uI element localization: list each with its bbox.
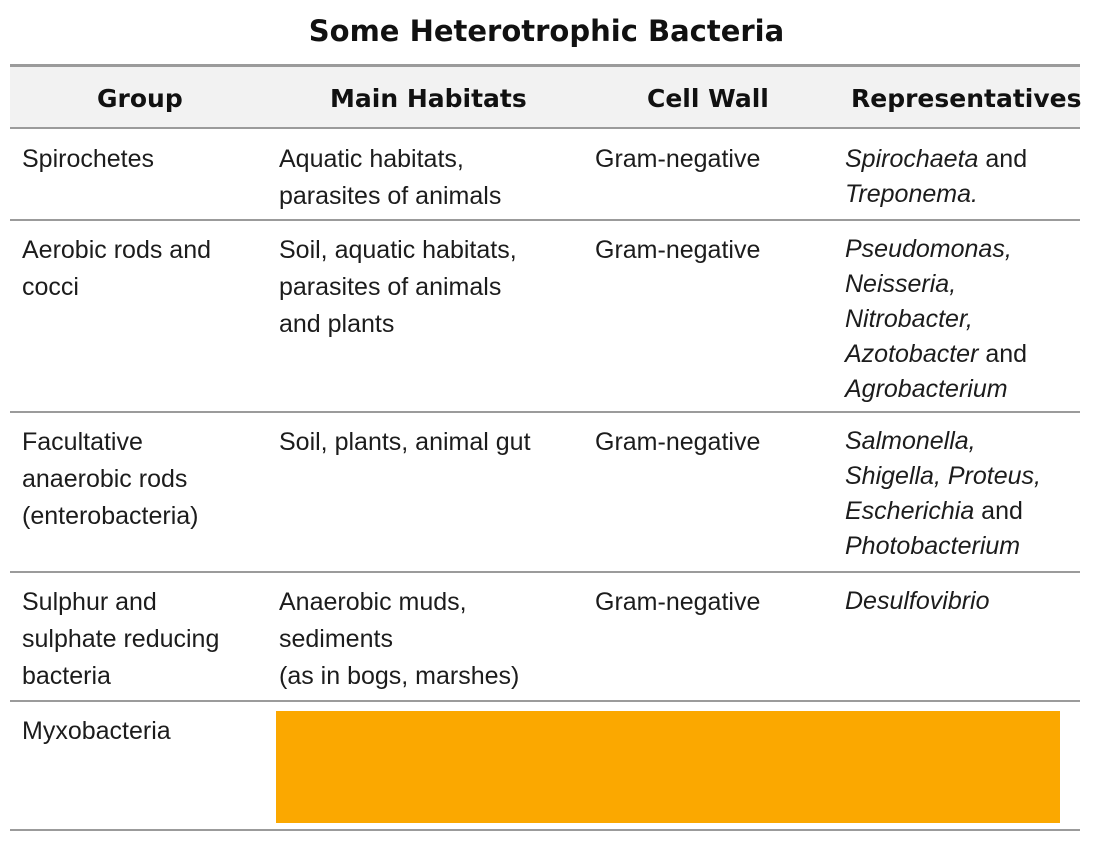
- group-cell: [22, 584, 219, 695]
- header-rule: [10, 127, 1080, 129]
- representatives-cell: [845, 424, 1041, 564]
- row-rule: [10, 411, 1080, 413]
- row-rule: [10, 829, 1080, 831]
- representative-name: Agrobacterium: [845, 375, 1008, 403]
- group-cell: [22, 713, 171, 750]
- habitat-cell: [279, 141, 501, 215]
- representative-line: [845, 177, 1027, 212]
- header-group: Group: [97, 84, 183, 113]
- representative-line: [845, 459, 1041, 494]
- representative-line: [845, 529, 1041, 564]
- representative-line: [845, 267, 1027, 302]
- redaction-block: [276, 711, 1060, 823]
- habitat-cell: [279, 584, 519, 695]
- table-title: Some Heterotrophic Bacteria: [308, 14, 785, 48]
- habitat-line: Soil, plants, animal gut: [279, 428, 531, 456]
- habitat-cell: [279, 424, 531, 461]
- group-cell: [22, 141, 154, 178]
- representative-name: Neisseria,: [845, 270, 957, 298]
- representative-name: Spirochaeta: [845, 145, 979, 173]
- group-line: (enterobacteria): [22, 502, 199, 530]
- habitat-line: parasites of animals: [279, 273, 502, 301]
- representative-name: Photobacterium: [845, 532, 1021, 560]
- representatives-cell: [845, 584, 990, 619]
- header-cell-wall: Cell Wall: [647, 84, 769, 113]
- group-line: cocci: [22, 273, 79, 301]
- representative-line: [845, 142, 1027, 177]
- habitat-line: Anaerobic muds,: [279, 588, 467, 616]
- representative-name: Treponema.: [845, 180, 978, 208]
- group-line: anaerobic rods: [22, 465, 188, 493]
- representative-connector: and: [978, 340, 1028, 368]
- representative-line: [845, 494, 1041, 529]
- representatives-cell: [845, 232, 1027, 407]
- representative-line: [845, 232, 1027, 267]
- header-main-habitats: Main Habitats: [330, 84, 527, 113]
- representative-name: Desulfovibrio: [845, 587, 990, 615]
- representative-connector: and: [974, 497, 1023, 525]
- group-line: sulphate reducing: [22, 625, 220, 653]
- representative-connector: and: [978, 145, 1028, 173]
- cell-wall-cell: Gram-negative: [595, 588, 761, 616]
- habitat-line: Soil, aquatic habitats,: [279, 236, 517, 264]
- habitat-cell: [279, 232, 517, 343]
- representative-line: [845, 584, 990, 619]
- representative-name: Pseudomonas,: [845, 235, 1012, 263]
- representative-line: [845, 424, 1041, 459]
- habitat-line: Aquatic habitats,: [279, 145, 464, 173]
- habitat-line: sediments: [279, 625, 393, 653]
- group-cell: [22, 424, 198, 535]
- representative-name: Salmonella,: [845, 427, 976, 455]
- row-rule: [10, 700, 1080, 702]
- group-line: bacteria: [22, 662, 111, 690]
- cell-wall-cell: Gram-negative: [595, 145, 761, 173]
- group-cell: [22, 232, 211, 306]
- representative-name: Nitrobacter,: [845, 305, 973, 333]
- habitat-line: parasites of animals: [279, 182, 502, 210]
- cell-wall-cell: Gram-negative: [595, 428, 761, 456]
- representative-name: Shigella, Proteus,: [845, 462, 1041, 490]
- representative-line: [845, 337, 1027, 372]
- group-line: Sulphur and: [22, 588, 157, 616]
- cell-wall-cell: Gram-negative: [595, 236, 761, 264]
- representative-name: Azotobacter: [845, 340, 979, 368]
- habitat-line: (as in bogs, marshes): [279, 662, 520, 690]
- representative-line: [845, 372, 1027, 407]
- row-rule: [10, 219, 1080, 221]
- representatives-cell: [845, 142, 1027, 212]
- group-line: Spirochetes: [22, 145, 155, 173]
- row-rule: [10, 571, 1080, 573]
- header-representatives: Representatives: [851, 84, 1082, 113]
- group-line: Aerobic rods and: [22, 236, 212, 264]
- representative-line: [845, 302, 1027, 337]
- habitat-line: and plants: [279, 310, 395, 338]
- group-line: Facultative: [22, 428, 143, 456]
- group-line: Myxobacteria: [22, 717, 171, 745]
- representative-name: Escherichia: [845, 497, 975, 525]
